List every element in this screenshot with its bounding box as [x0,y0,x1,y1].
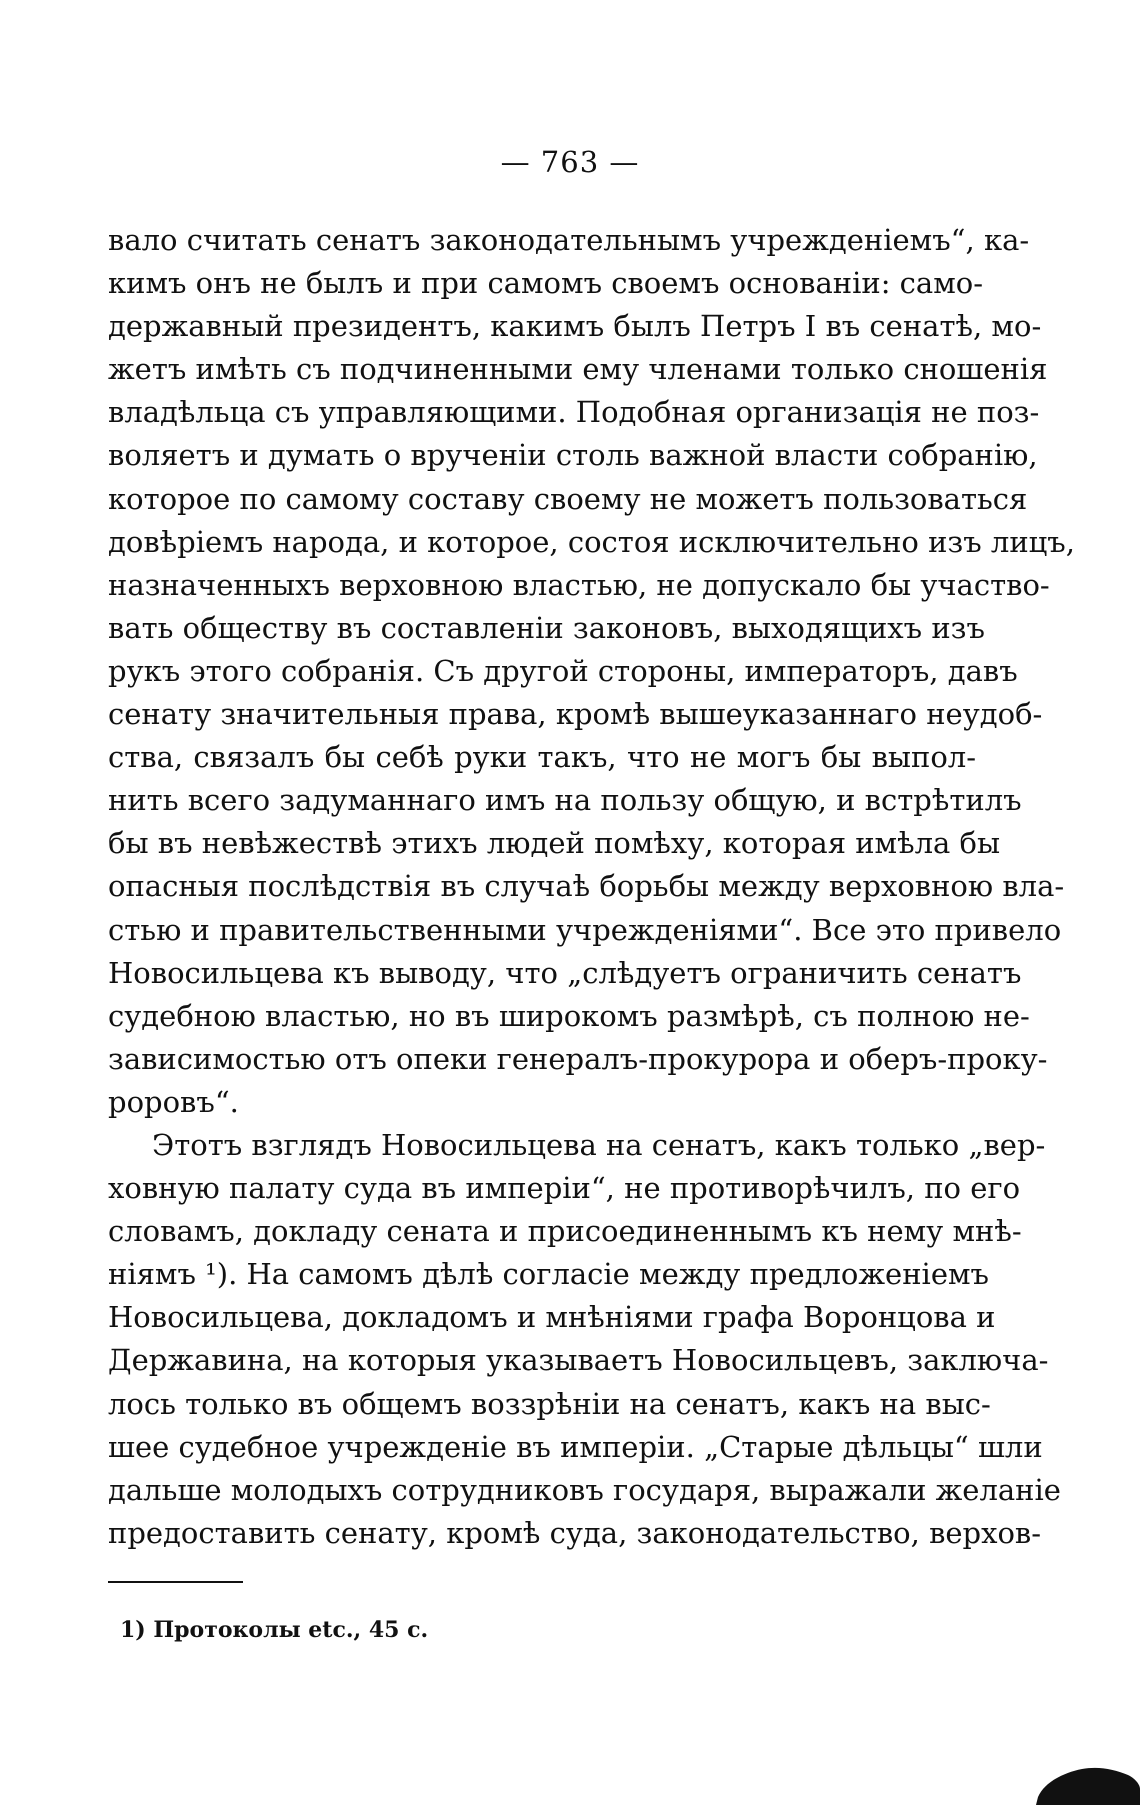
text-line: предоставить сенату, кромѣ суда, законодательство, верхов- [108,1515,1042,1550]
text-line: Новосильцева, докладомъ и мнѣніями графа Воронцова и [108,1300,996,1335]
text-line: вать обществу въ составленіи законовъ, выходящихъ изъ [108,610,985,645]
text-line: зависимостью отъ опеки генералъ-прокурора и оберъ-проку- [108,1041,1048,1076]
text-line: державный президентъ, какимъ былъ Петръ I въ сенатѣ, мо- [108,309,1042,344]
text-line: владѣльца съ управляющими. Подобная организація не поз- [108,395,1040,430]
text-line: шее судебное учрежденіе въ имперіи. „Старые дѣльцы“ шли [108,1429,1043,1464]
text-line: которое по самому составу своему не можетъ пользоваться [108,481,1028,516]
text-line: стью и правительственными учрежденіями“. Все это привело [108,912,1062,947]
text-line: назначенныхъ верховною властью, не допускало бы участво- [108,567,1050,602]
body-text [108,219,1075,1555]
ink-blot-mark [1036,1745,1140,1805]
text-line: дальше молодыхъ сотрудниковъ государя, выражали желаніе [108,1472,1061,1507]
text-line: кимъ онъ не былъ и при самомъ своемъ основаніи: само- [108,266,984,301]
text-line: вало считать сенатъ законодательнымъ учрежденіемъ“, ка- [108,223,1030,257]
text-line: Новосильцева къ выводу, что „слѣдуетъ ограничить сенатъ [108,955,1022,990]
text-line: ховную палату суда въ имперіи“, не противорѣчилъ, по его [108,1171,1021,1206]
text-line: судебною властью, но въ широкомъ размѣрѣ, съ полною не- [108,998,1030,1033]
text-line: ства, связалъ бы себѣ руки такъ, что не могъ бы выпол- [108,740,976,775]
footnote: 1) Протоколы etc., 45 с. [120,1617,429,1643]
text-line: Державина, на которыя указываетъ Новосильцевъ, заключа- [108,1343,1049,1378]
text-line: опасныя послѣдствія въ случаѣ борьбы между верховною вла- [108,869,1065,904]
page-number: — 763 — [500,145,640,179]
text-line: воляетъ и думать о врученіи столь важной власти собранію, [108,438,1038,473]
text-line: сенату значительныя права, кромѣ вышеуказаннаго неудоб- [108,697,1043,732]
text-line: ніямъ ¹). На самомъ дѣлѣ согласіе между предложеніемъ [108,1257,989,1292]
text-line: рукъ этого собранія. Съ другой стороны, императоръ, давъ [108,653,1018,688]
text-line: роровъ“. [108,1084,239,1119]
text-line: лось только въ общемъ воззрѣніи на сенатъ, какъ на выс- [108,1386,991,1421]
footnote-divider [108,1581,243,1583]
text-line: Этотъ взглядъ Новосильцева на сенатъ, какъ только „вер- [152,1127,1046,1162]
text-line: словамъ, докладу сената и присоединеннымъ къ нему мнѣ- [108,1214,1022,1249]
text-line: довѣріемъ народа, и которое, состоя исключительно изъ лицъ, [108,524,1075,559]
text-line: жетъ имѣть съ подчиненными ему членами только сношенія [108,352,1048,387]
text-line: нить всего задуманнаго имъ на пользу общую, и встрѣтилъ [108,783,1022,818]
text-line: бы въ невѣжествѣ этихъ людей помѣху, которая имѣла бы [108,826,1001,861]
